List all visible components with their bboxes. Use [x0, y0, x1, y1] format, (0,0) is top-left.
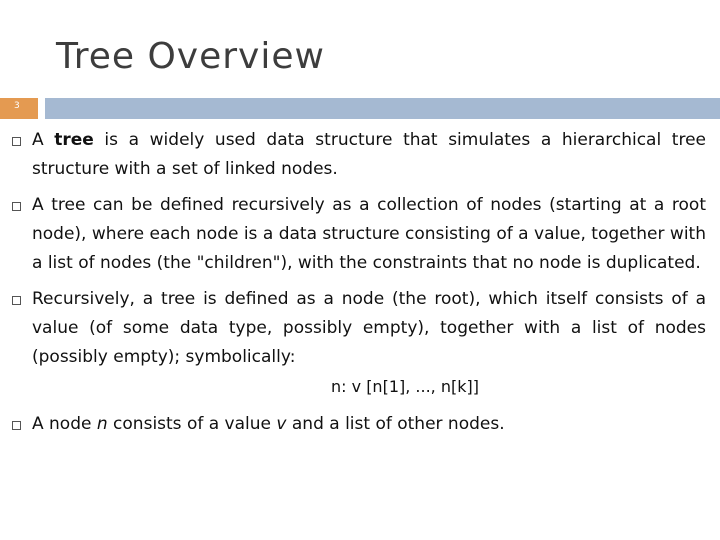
bullet-text-part: is a widely used data structure that simulates a hierarchical tree structure with a set of linked nodes. — [32, 130, 706, 179]
bullet-text-part: and a list of other nodes. — [286, 414, 505, 434]
bullet-text: A tree can be defined recursively as a collection of nodes (starting at a root node), where each node is a data structure consisting of a value, together with a list of nodes (the "children"), with the constraints that no node is duplicated. — [32, 195, 706, 273]
header-bar — [45, 98, 720, 119]
bullet-item — [0, 191, 720, 278]
bullet-item — [0, 285, 720, 372]
italic-term: n — [96, 414, 108, 434]
slide-number: 3 — [14, 101, 20, 111]
bullet-text — [32, 130, 706, 179]
slide-title: Tree Overview — [56, 36, 325, 77]
bullet-text: Recursively, a tree is defined as a node (the root), which itself consists of a value (of some data type, possibly empty), together with a list of nodes (possibly empty); symbolically: — [32, 289, 706, 367]
square-bullet-icon — [12, 421, 21, 430]
bullet-item — [0, 126, 720, 184]
square-bullet-icon — [12, 202, 21, 211]
bullet-text-part: A node — [32, 414, 97, 434]
bullet-item — [0, 410, 720, 439]
square-bullet-icon — [12, 137, 21, 146]
bullet-text — [32, 414, 505, 434]
italic-term: v — [276, 414, 287, 434]
square-bullet-icon — [12, 296, 21, 305]
formula-text: n: v [n[1], ..., n[k]] — [331, 377, 479, 396]
slide-number-box — [0, 98, 38, 119]
formula — [0, 374, 720, 400]
slide-content — [0, 126, 720, 446]
bullet-text-part: A — [32, 130, 55, 150]
bold-term: tree — [54, 130, 94, 150]
bullet-text-part: consists of a value — [107, 414, 277, 434]
